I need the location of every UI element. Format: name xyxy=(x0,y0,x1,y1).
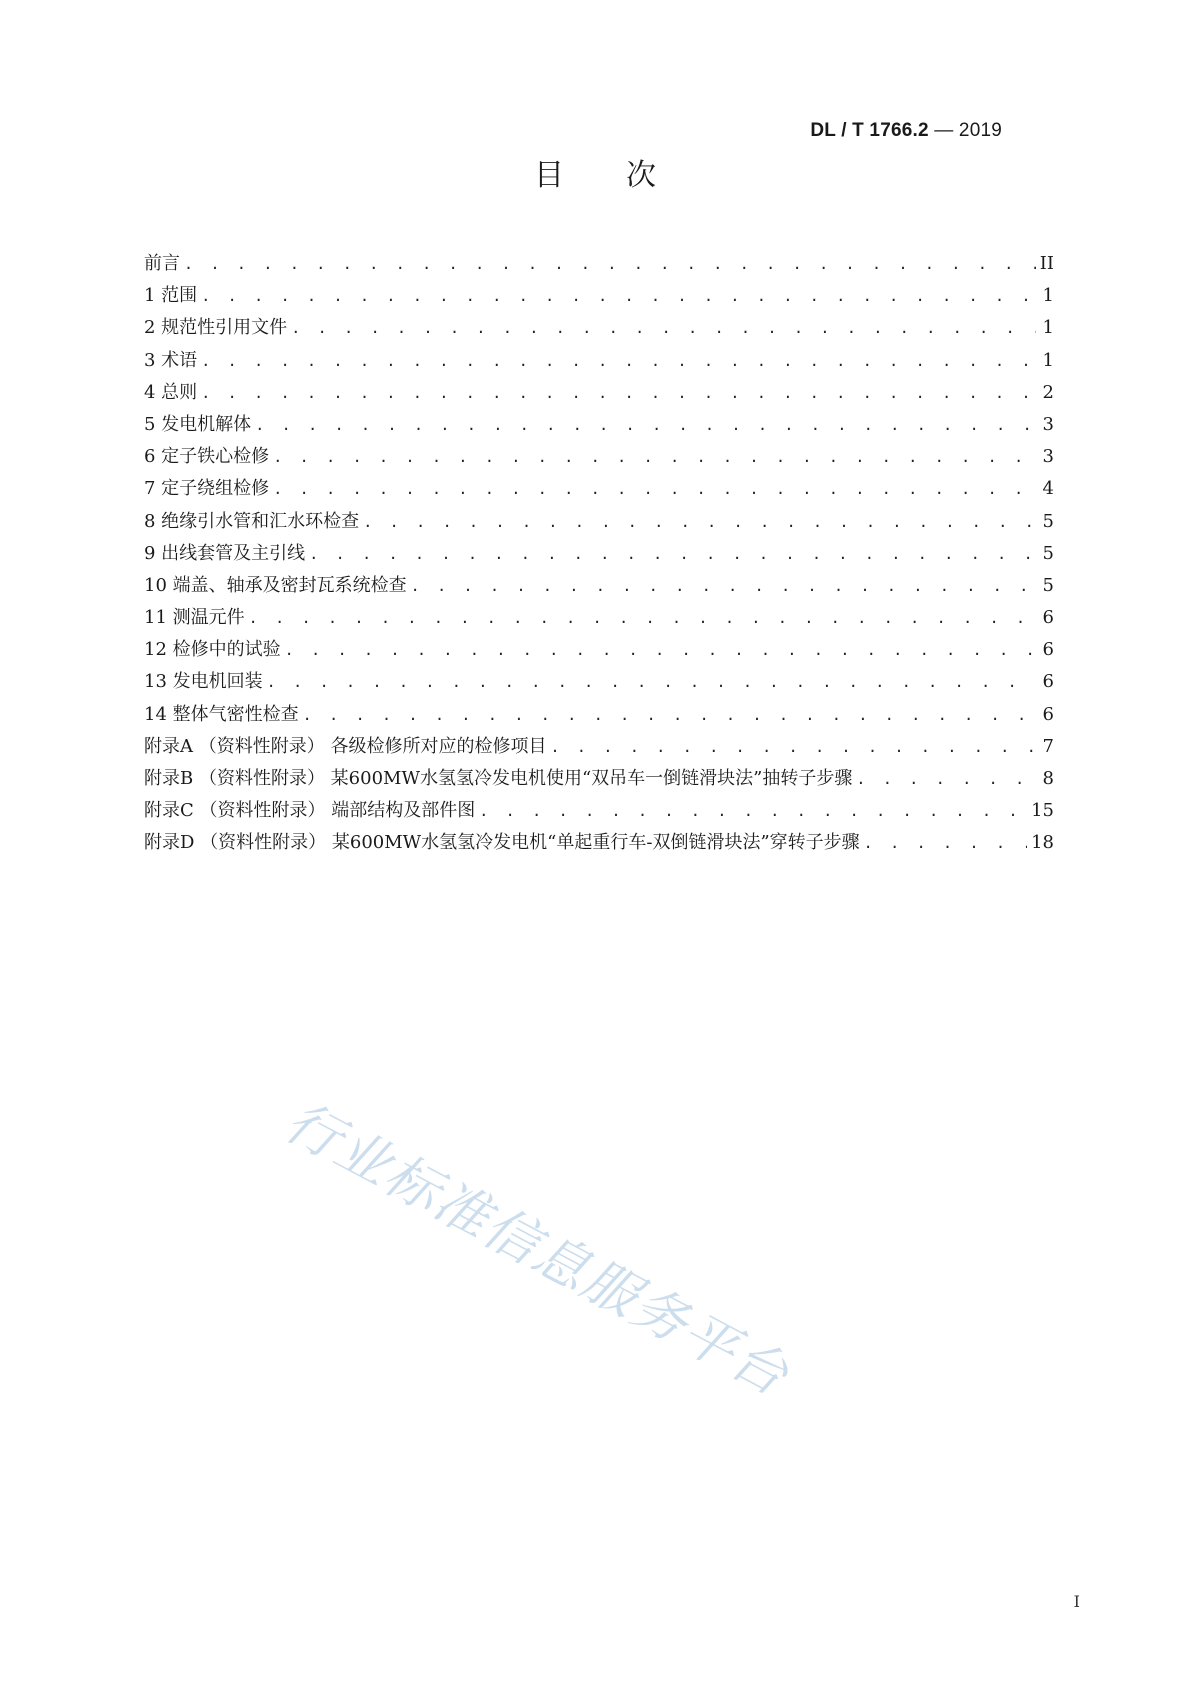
toc-page-number: 5 xyxy=(1042,542,1054,564)
toc-entry-appendix-b[interactable] xyxy=(144,764,1054,796)
dot-leader xyxy=(411,577,1036,595)
toc-page-number: 1 xyxy=(1042,285,1054,307)
dot-leader xyxy=(309,545,1036,563)
toc-page-number: 3 xyxy=(1042,413,1054,435)
toc-label: 8 绝缘引水管和汇水环检查 xyxy=(144,510,360,532)
dot-leader xyxy=(201,384,1036,402)
toc-entry-7[interactable] xyxy=(144,474,1054,506)
toc-entry-13[interactable] xyxy=(144,667,1054,699)
toc-label: 4 总则 xyxy=(144,381,198,403)
toc-entry-10[interactable] xyxy=(144,571,1054,603)
toc-label: 3 术语 xyxy=(144,349,198,371)
toc-page-number: 6 xyxy=(1042,671,1054,693)
toc-label: 附录A （资料性附录） 各级检修所对应的检修项目 xyxy=(144,735,547,757)
toc-page-number: 6 xyxy=(1042,703,1054,725)
toc-entry-1[interactable] xyxy=(144,281,1054,313)
toc-label: 2 规范性引用文件 xyxy=(144,317,288,339)
toc-page-number: 18 xyxy=(1031,832,1054,854)
dot-leader xyxy=(550,738,1036,756)
toc-entry-6[interactable] xyxy=(144,442,1054,474)
toc-entry-11[interactable] xyxy=(144,603,1054,635)
toc-label: 13 发电机回装 xyxy=(144,671,263,693)
dot-leader xyxy=(201,287,1036,305)
standard-code xyxy=(810,120,1002,142)
toc-label: 12 检修中的试验 xyxy=(144,639,281,661)
dot-leader xyxy=(273,480,1036,498)
toc-entry-3[interactable] xyxy=(144,346,1054,378)
toc-page-number: 2 xyxy=(1042,381,1054,403)
dot-leader xyxy=(255,416,1036,434)
toc-page-number: 5 xyxy=(1042,510,1054,532)
toc-page-number: 15 xyxy=(1031,800,1054,822)
toc-page-number: 6 xyxy=(1042,607,1054,629)
page-number: I xyxy=(1073,1592,1080,1611)
toc-label: 1 范围 xyxy=(144,285,198,307)
toc-label: 14 整体气密性检查 xyxy=(144,703,299,725)
toc-page-number: 1 xyxy=(1042,349,1054,371)
toc-page-number: II xyxy=(1039,253,1054,274)
dot-leader xyxy=(184,255,1036,273)
toc-label: 7 定子绕组检修 xyxy=(144,478,270,500)
dot-leader xyxy=(273,448,1036,466)
toc-entry-14[interactable] xyxy=(144,700,1054,732)
dot-leader xyxy=(201,352,1036,370)
dot-leader xyxy=(249,609,1036,627)
page-title: 目次 xyxy=(534,158,718,193)
dot-leader xyxy=(285,641,1036,659)
toc-label: 附录C （资料性附录） 端部结构及部件图 xyxy=(144,800,476,822)
standard-number: DL / T 1766.2 xyxy=(810,120,929,141)
standard-year: 2019 xyxy=(958,120,1002,141)
toc-entry-appendix-c[interactable] xyxy=(144,796,1054,828)
toc-page-number: 1 xyxy=(1042,317,1054,339)
toc-page-number: 4 xyxy=(1042,478,1054,500)
dot-leader xyxy=(864,834,1027,852)
toc-label: 11 测温元件 xyxy=(144,607,245,629)
watermark: 行业标准信息服务平台 xyxy=(275,1089,800,1409)
toc-entry-9[interactable] xyxy=(144,539,1054,571)
toc-label: 10 端盖、轴承及密封瓦系统检查 xyxy=(144,574,407,596)
toc-entry-2[interactable] xyxy=(144,313,1054,345)
toc-page-number: 7 xyxy=(1042,735,1054,757)
dot-leader xyxy=(479,802,1027,820)
toc-page-number: 8 xyxy=(1042,768,1054,789)
toc-entry-8[interactable] xyxy=(144,507,1054,539)
toc-entry-foreword[interactable] xyxy=(144,249,1054,281)
dot-leader xyxy=(303,706,1036,724)
dot-leader xyxy=(291,319,1036,337)
toc-label: 9 出线套管及主引线 xyxy=(144,542,306,564)
toc-label: 5 发电机解体 xyxy=(144,413,252,435)
toc-entry-5[interactable] xyxy=(144,410,1054,442)
toc-entry-12[interactable] xyxy=(144,635,1054,667)
toc-page-number: 3 xyxy=(1042,446,1054,468)
toc-entry-appendix-a[interactable] xyxy=(144,732,1054,764)
toc-entry-4[interactable] xyxy=(144,378,1054,410)
code-dash: — xyxy=(934,120,954,141)
toc-label: 附录D （资料性附录） 某600MW水氢氢冷发电机“单起重行车-双倒链滑块法”穿转子步骤 xyxy=(144,832,860,854)
toc-page-number: 6 xyxy=(1042,639,1054,661)
dot-leader xyxy=(856,770,1036,788)
dot-leader xyxy=(267,673,1036,691)
toc-label: 6 定子铁心检修 xyxy=(144,446,270,468)
toc-label: 附录B （资料性附录） 某600MW水氢氢冷发电机使用“双吊车一倒链滑块法”抽转子步骤 xyxy=(144,768,853,789)
toc-page-number: 5 xyxy=(1042,574,1054,596)
toc-label: 前言 xyxy=(144,253,180,274)
dot-leader xyxy=(363,513,1036,531)
table-of-contents xyxy=(144,249,1054,861)
toc-entry-appendix-d[interactable] xyxy=(144,828,1054,860)
